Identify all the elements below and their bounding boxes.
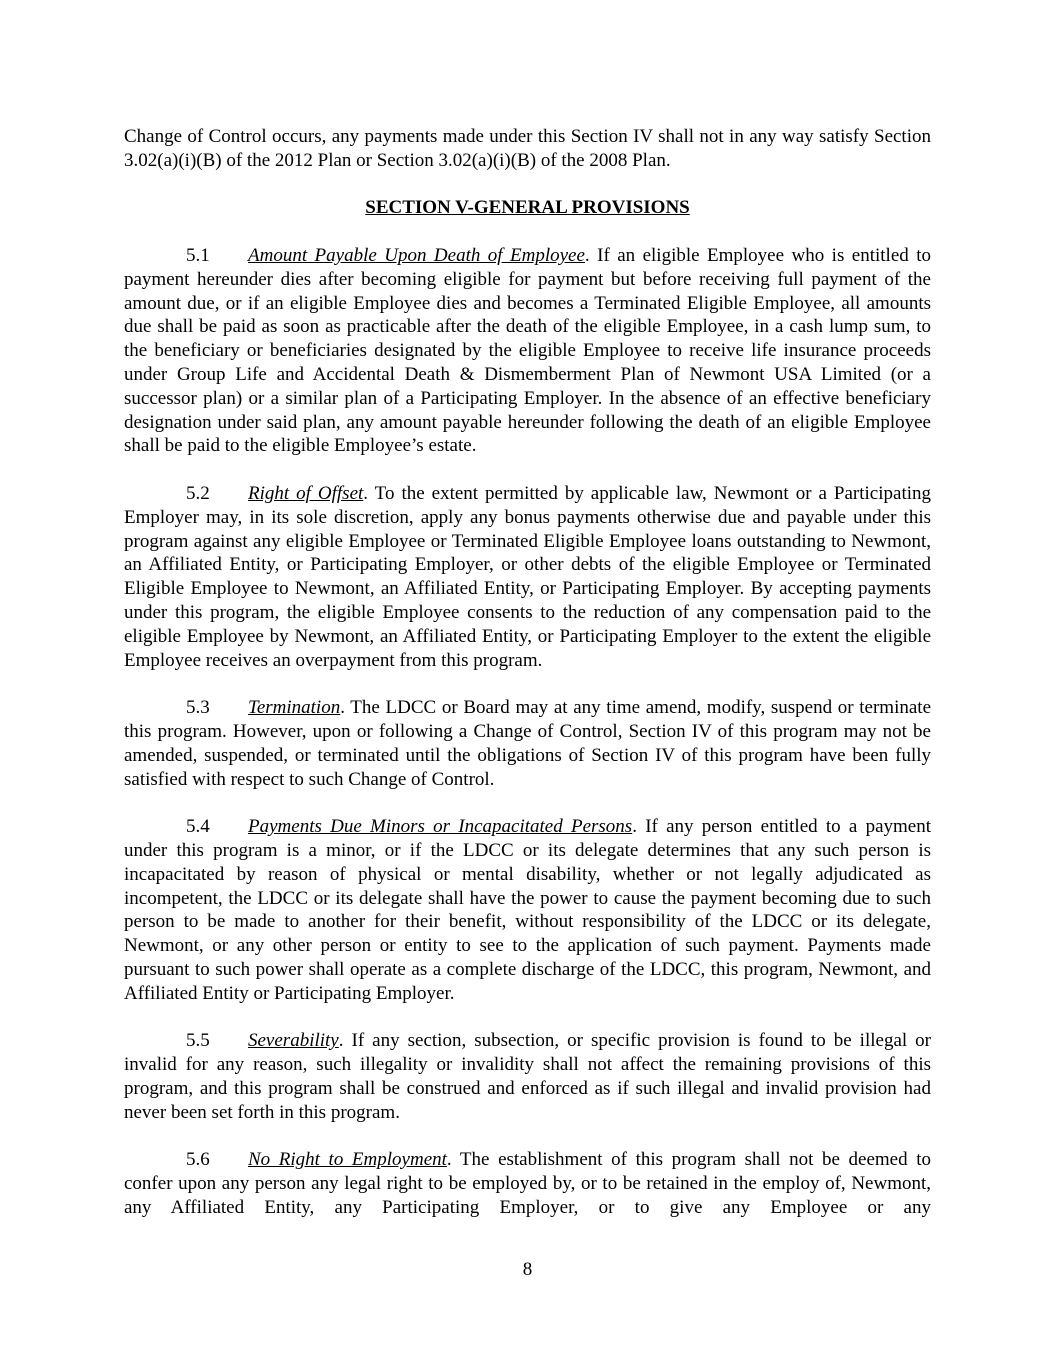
- section-title: Termination: [248, 697, 341, 719]
- section-title: Severability: [248, 1030, 339, 1052]
- section-title-punctuation: .: [446, 1149, 452, 1171]
- continuation-paragraph: Change of Control occurs, any payments made under this Section IV shall not in any way satisfy Section 3.02(a)(i)(B) of the 2012 Plan or Section 3.02(a)(i)(B) of the 2008 Plan.: [124, 126, 931, 171]
- section-title-punctuation: .: [363, 482, 369, 504]
- section-title-punctuation: .: [584, 244, 590, 266]
- section-body: If any section, subsection, or specific provision is found to be illegal or invalid for any reason, such illegality or invalidity shall not affect the remaining provisions of this program, and this program shall be construed and enforced as if such illegal and invalid provision had never been set forth in this program.: [124, 1030, 931, 1123]
- section-title-punctuation: .: [338, 1030, 344, 1052]
- section-title: No Right to Employment: [248, 1149, 447, 1171]
- section-number: 5.6: [186, 1149, 210, 1171]
- section-number: 5.2: [186, 482, 210, 504]
- section-number: 5.3: [186, 697, 210, 719]
- section-title: Right of Offset: [248, 482, 364, 504]
- section-5-6: [124, 1148, 931, 1219]
- section-title-punctuation: .: [632, 816, 637, 838]
- section-number: 5.4: [186, 816, 210, 838]
- section-5-4: [124, 815, 931, 1005]
- section-number: 5.1: [186, 244, 210, 266]
- section-title: Payments Due Minors or Incapacitated Persons: [248, 816, 633, 838]
- section-5-3: [124, 696, 931, 791]
- section-title: Amount Payable Upon Death of Employee: [248, 244, 585, 266]
- document-page: [124, 125, 931, 1220]
- section-body: The establishment of this program shall not be deemed to confer upon any person any legal right to be employed by, or to be retained in the employ of, Newmont, any Affiliated Entity, any Participating Employer, or to give any Employee or any: [124, 1149, 931, 1218]
- section-5-2: [124, 482, 931, 672]
- section-body: The LDCC or Board may at any time amend, modify, suspend or terminate this program. However, upon or following a Change of Control, Section IV of this program may not be amended, suspended, or terminated until the obligations of Section IV of this program have been fully satisfied with respect to such Change of Control.: [124, 697, 931, 790]
- section-body: If any person entitled to a payment under this program is a minor, or if the LDCC or its delegate determines that any such person is incapacitated by reason of physical or mental disability, whether or not legally adjudicated as incompetent, the LDCC or its delegate shall have the power to cause the payment becoming due to such person to be made to another for their benefit, without responsibility of the LDCC or its delegate, Newmont, or any other person or entity to see to the application of such payment. Payments made pursuant to such power shall operate as a complete discharge of the LDCC, this program, Newmont, and Affiliated Entity or Participating Employer.: [124, 816, 931, 1004]
- section-5-1: [124, 244, 931, 458]
- section-title-punctuation: .: [340, 697, 345, 719]
- page-number: 8: [522, 1259, 533, 1280]
- section-heading: SECTION V-GENERAL PROVISIONS: [365, 197, 690, 219]
- section-body: To the extent permitted by applicable law, Newmont or a Participating Employer may, in its sole discretion, apply any bonus payments otherwise due and payable under this program against any eligible Employee or Terminated Eligible Employee loans outstanding to Newmont, an Affiliated Entity, or Participating Employer, or other debts of the eligible Employee or Terminated Eligible Employee to Newmont, an Affiliated Entity, or Participating Employer. By accepting payments under this program, the eligible Employee consents to the reduction of any compensation paid to the eligible Employee by Newmont, an Affiliated Entity, or Participating Employer to the extent the eligible Employee receives an overpayment from this program.: [124, 482, 932, 671]
- section-body: If an eligible Employee who is entitled to payment hereunder dies after becoming eligible for payment but before receiving full payment of the amount due, or if an eligible Employee dies and becomes a Terminated Eligible Employee, all amounts due shall be paid as soon as practicable after the death of the eligible Employee, in a cash lump sum, to the beneficiary or beneficiaries designated by the eligible Employee to receive life insurance proceeds under Group Life and Accidental Death & Dismemberment Plan of Newmont USA Limited (or a successor plan) or a similar plan of a Participating Employer. In the absence of an effective beneficiary designation under said plan, any amount payable hereunder following the death of an eligible Employee shall be paid to the eligible Employee’s estate.: [124, 244, 931, 457]
- section-number: 5.5: [186, 1030, 210, 1052]
- section-5-5: [124, 1029, 931, 1124]
